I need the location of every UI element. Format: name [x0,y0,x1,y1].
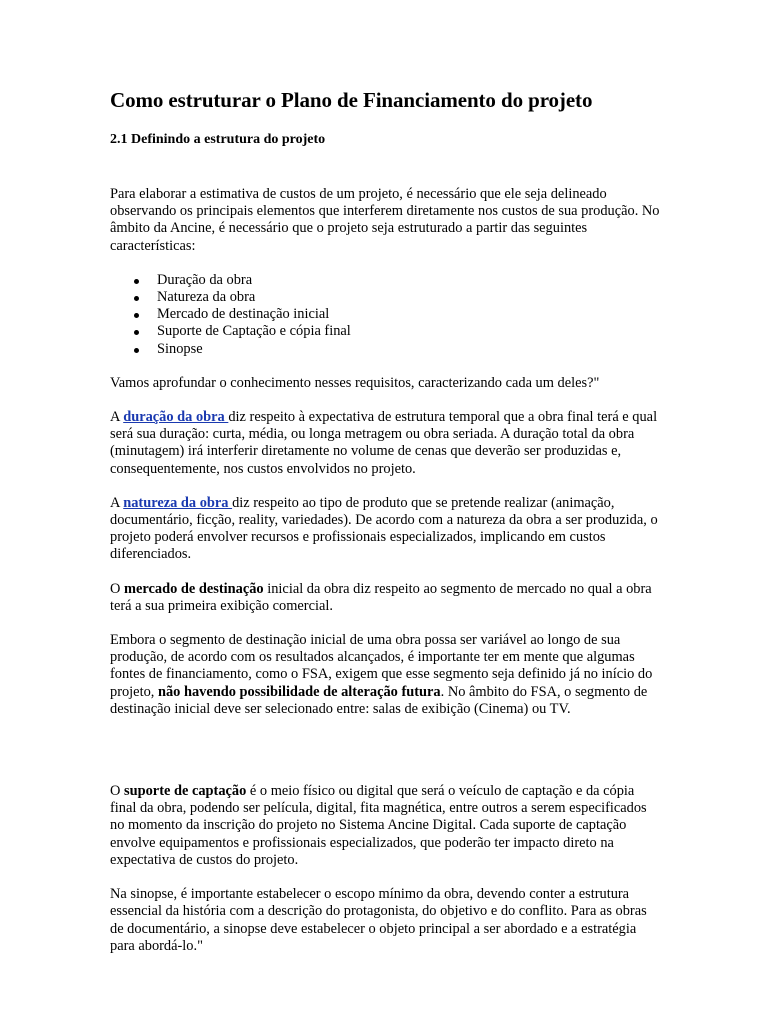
mercado-bold: mercado de destinação [124,580,264,597]
list-item: Natureza da obra [157,289,662,306]
natureza-text: diz respeito ao tipo de produto que se pretende realizar (animação, documentário, ficção, reality, variedades). De acordo com a natureza da obra a ser produzida, o projeto poderá envolver recursos e profissionais especializados, implicando em custos diferenciados. [110,494,658,563]
embora-bold: não havendo possibilidade de alteração futura [157,683,441,700]
natureza-link[interactable]: natureza da obra [123,494,233,511]
mercado-paragraph [110,581,662,615]
suporte-paragraph [110,783,662,869]
intro-paragraph: Para elaborar a estimativa de custos de um projeto, é necessário que ele seja delineado observando os principais elementos que interferem diretamente nos custos de sua produção. No âmbito da Ancine, é necessário que o projeto seja estruturado a partir das seguintes características: [110,186,660,254]
duracao-link[interactable]: duração da obra [123,409,229,426]
list-item: Suporte de Captação e cópia final [157,323,662,340]
list-item: Duração da obra [157,272,662,289]
list-item: Mercado de destinação inicial [157,306,662,323]
embora-text: . No âmbito do FSA, o segmento de destinação inicial deve ser selecionado entre: salas de exibição (Cinema) ou TV. [110,683,648,717]
duracao-paragraph [110,409,662,478]
mercado-text: inicial da obra diz respeito ao segmento de mercado no qual a obra terá a sua primeira exibição comercial. [110,580,652,614]
question-paragraph: Vamos aprofundar o conhecimento nesses requisitos, caracterizando cada um deles?" [110,374,600,391]
suporte-bold: suporte de captação [124,783,247,800]
list-item: Sinopse [157,341,662,358]
characteristics-list [110,272,662,358]
blank-space [110,735,662,783]
document-page [110,86,662,972]
sinopse-paragraph: Na sinopse, é importante estabelecer o escopo mínimo da obra, devendo conter a estrutura essencial da história com a descrição do protagonista, do objetivo e do conflito. Para as obras de documentário, a sinopse deve estabelecer o objeto principal a ser abordado e a estratégia para abordá-lo." [110,886,647,954]
section-heading: 2.1 Definindo a estrutura do projeto [110,132,326,147]
embora-paragraph [110,632,662,718]
embora-pre: Embora o segmento de destinação inicial de uma obra possa ser variável ao longo de sua produção, de acordo com os resultados alcançados, é importante ter em mente que algumas fontes de financiamento, como o FSA, exigem que esse segmento seja definido já no início do projeto, [110,632,653,700]
page-title: Como estruturar o Plano de Financiamento do projeto [110,88,593,112]
duracao-pre: A [110,409,124,426]
suporte-text: é o meio físico ou digital que será o veículo de captação e da cópia final da obra, podendo ser película, digital, fita magnética, entre outros a serem especificados no momento da inscrição do projeto no Sistema Ancine Digital. Cada suporte de captação envolve equipamentos e profissionais especializados, que poderão ter impacto direto na expectativa de custos do projeto. [110,783,647,868]
mercado-pre: O [110,580,124,597]
natureza-paragraph [110,495,662,564]
natureza-pre: A [110,494,124,511]
suporte-pre: O [110,783,124,800]
duracao-text: diz respeito à expectativa de estrutura temporal que a obra final terá e qual será sua duração: curta, média, ou longa metragem ou obra seriada. A duração total da obra (minutagem) irá interferir diretamente no volume de cenas que deverão ser produzidas e, consequentemente, nos custos envolvidos no projeto. [110,409,658,477]
